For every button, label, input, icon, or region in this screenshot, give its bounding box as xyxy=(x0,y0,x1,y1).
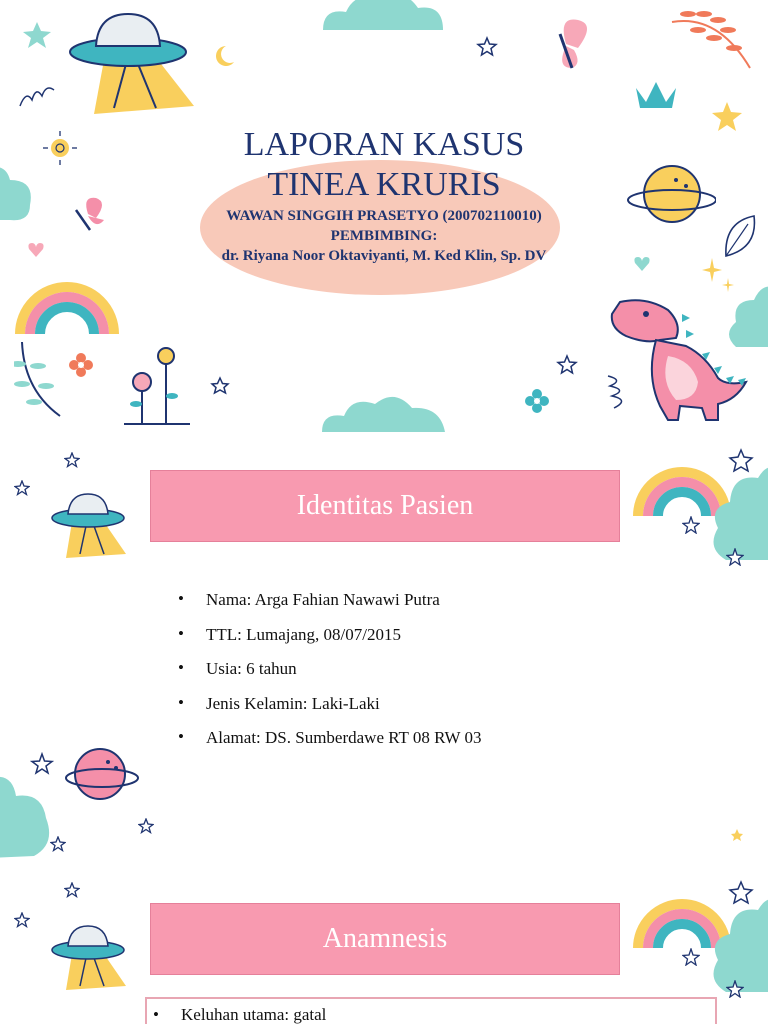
star-icon xyxy=(682,948,700,966)
cloud-icon xyxy=(318,0,448,40)
list-item: • Alamat: DS. Sumberdawe RT 08 RW 03 xyxy=(178,728,482,763)
ufo-icon xyxy=(50,924,130,992)
moon-icon xyxy=(212,44,236,68)
ufo-icon xyxy=(66,8,196,118)
cloud-icon xyxy=(320,390,450,435)
flower-icon xyxy=(68,352,94,378)
identity-slide xyxy=(0,440,768,860)
title-line-2: TINEA KRURIS xyxy=(267,166,501,203)
star-icon xyxy=(476,36,498,58)
star-icon xyxy=(50,836,66,852)
planet-icon xyxy=(64,746,140,804)
star-icon xyxy=(730,828,744,842)
star-icon xyxy=(726,980,744,998)
rainbow-icon xyxy=(14,272,120,338)
anamnesis-slide xyxy=(0,866,768,1024)
star-icon xyxy=(64,452,80,468)
leaf-icon xyxy=(668,8,758,78)
list-item: • Keluhan utama: gatal xyxy=(153,1005,326,1024)
star-icon xyxy=(210,376,230,396)
star-icon xyxy=(682,516,700,534)
flower-icon xyxy=(124,344,190,428)
star-icon xyxy=(728,880,754,906)
list-item: • Usia: 6 tahun xyxy=(178,659,482,694)
identity-list xyxy=(178,590,482,763)
crown-leaf-icon xyxy=(632,68,680,112)
star-icon xyxy=(726,548,744,566)
list-item: • Jenis Kelamin: Laki-Laki xyxy=(178,694,482,729)
ufo-icon xyxy=(50,492,130,560)
star-icon xyxy=(138,818,154,834)
title-slide xyxy=(0,0,768,440)
swirl-icon xyxy=(18,82,58,112)
list-item: • Nama: Arga Fahian Nawawi Putra xyxy=(178,590,482,625)
leaf-icon xyxy=(14,340,64,420)
star-icon xyxy=(728,448,754,474)
title-line-1: LAPORAN KASUS xyxy=(243,126,525,163)
star-icon xyxy=(14,480,30,496)
supervisor-name: dr. Riyana Noor Oktaviyanti, M. Ked Klin, Sp. DV xyxy=(221,248,547,264)
cloud-icon xyxy=(0,772,56,860)
star-icon xyxy=(14,912,30,928)
anamnesis-box xyxy=(145,997,717,1024)
list-item: • TTL: Lumajang, 08/07/2015 xyxy=(178,625,482,660)
star-icon xyxy=(22,20,52,50)
supervisor-label: PEMBIMBING: xyxy=(330,228,438,244)
anamnesis-heading-banner: Anamnesis xyxy=(150,903,620,975)
butterfly-icon xyxy=(538,14,598,74)
star-icon xyxy=(556,354,578,376)
dinosaur-icon xyxy=(606,296,752,428)
author: WAWAN SINGGIH PRASETYO (200702110010) xyxy=(226,208,542,224)
star-icon xyxy=(64,882,80,898)
identity-heading-banner: Identitas Pasien xyxy=(150,470,620,542)
flower-icon xyxy=(524,388,550,414)
